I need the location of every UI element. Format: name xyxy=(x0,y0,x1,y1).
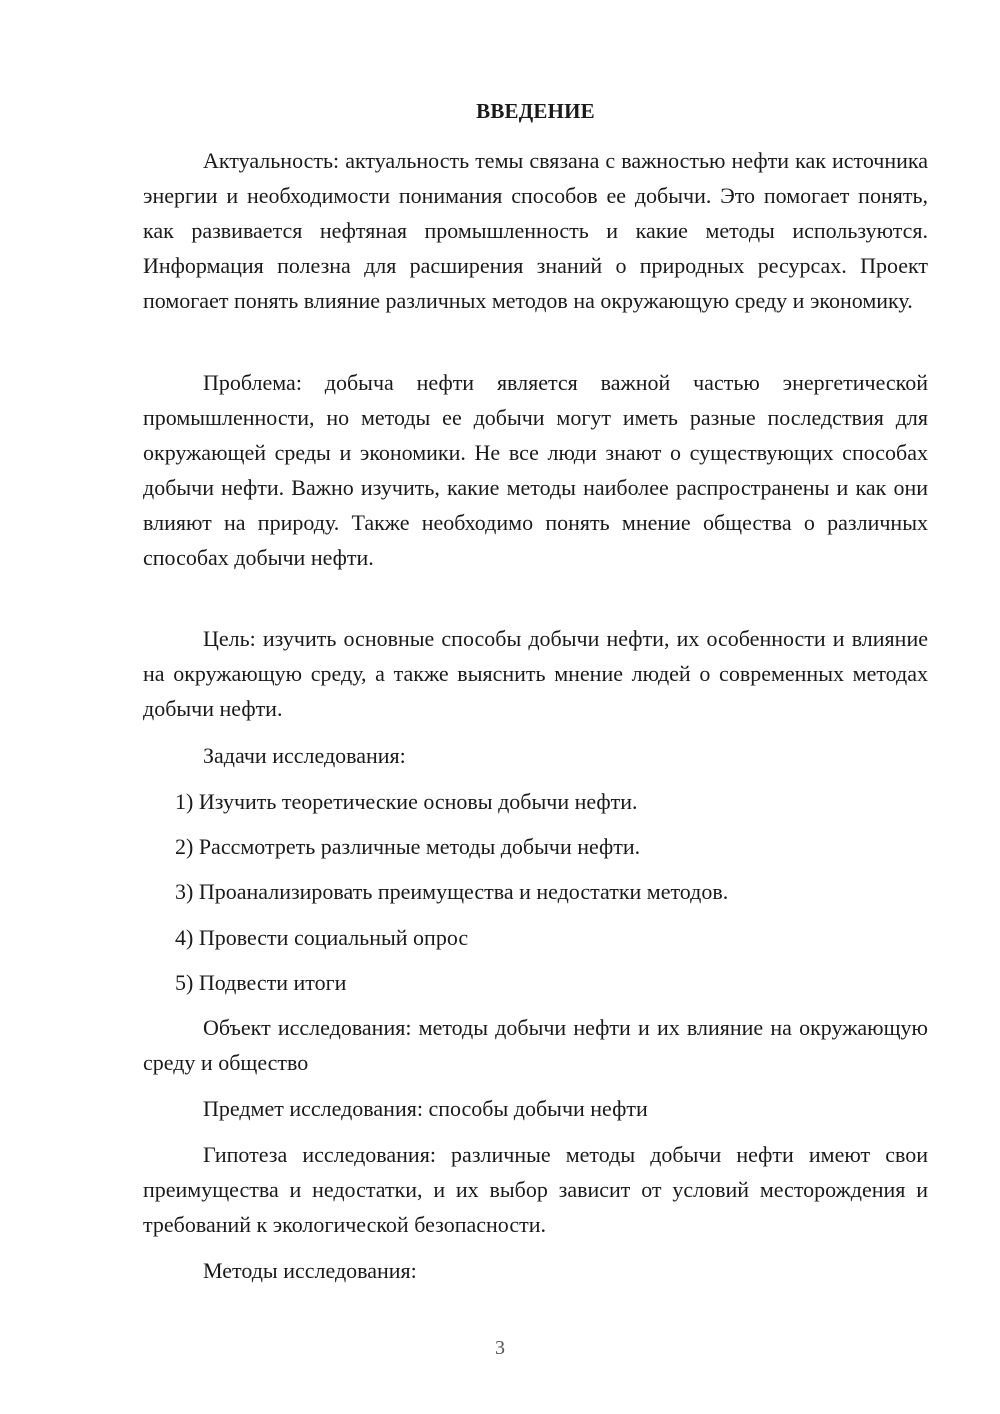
methods-heading: Методы исследования: xyxy=(203,1258,417,1283)
paragraph-goal: Цель: изучить основные способы добычи нефти, их особенности и влияние на окружающую среду, а также выяснить мнение людей о современных методах добычи нефти. xyxy=(143,626,928,721)
list-item: 2) Рассмотреть различные методы добычи нефти. xyxy=(175,834,641,859)
list-item: 3) Проанализировать преимущества и недостатки методов. xyxy=(175,879,729,904)
paragraph-subject: Предмет исследования: способы добычи нефти xyxy=(203,1096,648,1121)
paragraph-object: Объект исследования: методы добычи нефти и их влияние на окружающую среду и общество xyxy=(143,1015,928,1075)
paragraph-problem: Проблема: добыча нефти является важной частью энергетической промышленности, но методы ее добычи могут иметь разные последствия для окружающей среды и экономики. Не все люди знают о существующих способах добычи нефти. Важно изучить, какие методы наиболее распространены и как они влияют на природу. Также необходимо понять мнение общества о различных способах добычи нефти. xyxy=(143,370,928,570)
list-item: 4) Провести социальный опрос xyxy=(175,925,469,950)
section-title: ВВЕДЕНИЕ xyxy=(476,99,595,123)
page-number: 3 xyxy=(495,1337,505,1359)
paragraph-relevance: Актуальность: актуальность темы связана с важностью нефти как источника энергии и необходимости понимания способов ее добычи. Это помогает понять, как развивается нефтяная промышленность и какие методы используются. Информация полезна для расширения знаний о природных ресурсах. Проект помогает понять влияние различных методов на окружающую среду и экономику. xyxy=(143,148,928,313)
list-item: 1) Изучить теоретические основы добычи нефти. xyxy=(175,789,638,814)
list-item: 5) Подвести итоги xyxy=(175,970,347,995)
paragraph-hypothesis: Гипотеза исследования: различные методы добычи нефти имеют свои преимущества и недостатки, и их выбор зависит от условий месторождения и требований к экологической безопасности. xyxy=(143,1142,928,1237)
tasks-heading: Задачи исследования: xyxy=(203,743,406,768)
